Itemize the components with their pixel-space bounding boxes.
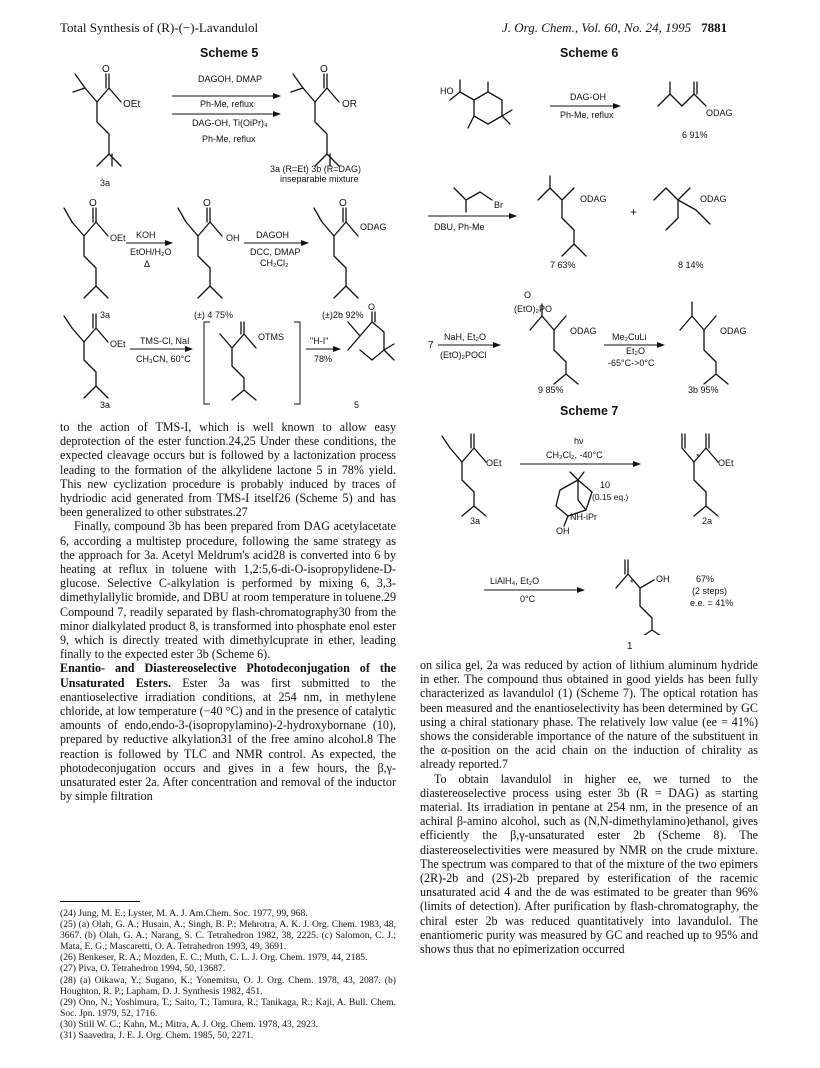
amine-label: NH-iPr: [570, 512, 597, 522]
substituent-odag: ODAG: [580, 194, 607, 204]
paragraph: To obtain lavandulol in higher ee, we turned to the diastereoselective process using ester 3b (R = DAG) as starting material. Its irradiation in pentane at 254 nm, in the presence of an achiral β-amino alcohol, such as (N,N-dimethylamino)ethanol, gives efficiently the β,γ-unsaturated ester 2b (Scheme 8). The diastereoselectivities were measured by NMR on the crude mixture. The spectrum was compared to that of the mixture of the two epimers (2R)-2b and (2S)-2b prepared by esterification of the racemic unsaturated acid 4 and the de was estimated to be greater than 96% (limits of detection). After purification by flash-chromatography, the chiral ester 2b was reduced quantitatively into lavandulol. The enantiomeric purity was measured by GC and reached up to 95% and shows thus that no epimerization occurred: [420, 771, 758, 957]
condition-label: Ph-Me, reflux: [202, 134, 256, 144]
compound-label: 6 91%: [682, 130, 708, 140]
compound-label: 2a: [702, 516, 713, 526]
condition-label: Ph-Me, reflux: [200, 99, 254, 109]
substituent-odag: ODAG: [706, 108, 733, 118]
reagent-label: DCC, DMAP: [250, 247, 301, 257]
mixture-note: inseparable mixture: [280, 174, 359, 184]
reagent-label: DAGOH, DMAP: [198, 74, 263, 84]
paragraph: Ester 3a was first submitted to the enantioselective irradiation conditions, at 254 nm, in methylene chloride, at low temperature (−40 °C) and in the presence of catalytic amounts of endo,endo-3-(isopropylamino)-2-hydroxybornane (10), prepared by reductive alkylation31 of the free amino alcohol.8 The reaction is followed by TLC and NMR control. As expected, the photodeconjugation occurs and gives in a few hours, the β,γ-unsaturated ester 2a. After concentration and removal of the inductor by simple filtration: [60, 675, 397, 804]
running-title: Total Synthesis of (R)-(−)-Lavandulol: [60, 20, 259, 35]
molecule-9: [530, 304, 578, 384]
lavandulol-1: [616, 560, 664, 635]
molecule-3a: [73, 64, 121, 166]
reagent-label: DAGOH: [256, 230, 290, 240]
solvent-label: CH₂Cl₂: [260, 258, 289, 268]
solvent-label: Et₂O: [626, 346, 645, 356]
reagent-label: DAG-OH, Ti(OiPr)₄: [192, 118, 268, 128]
compound-label: 3a: [100, 400, 111, 410]
substituent-otms: OTMS: [258, 332, 284, 342]
molecule-6: [658, 82, 706, 106]
stereocenter-mark: *: [696, 452, 700, 462]
substituent-or: OR: [342, 99, 357, 110]
reagent-label: KOH: [136, 230, 156, 240]
journal-name: J. Org. Chem., Vol. 60, No. 24, 1995: [502, 20, 692, 35]
scheme-7-title: Scheme 7: [560, 404, 619, 418]
reagent-label: DAG-OH: [570, 92, 606, 102]
plus-sign: +: [630, 205, 638, 219]
compound-label: (±)2b 92%: [322, 310, 364, 320]
molecule-3a-3b: [291, 64, 339, 166]
molecule-tms-intermediate: [220, 322, 256, 400]
catalyst-amount: (0.15 eq.): [592, 492, 629, 502]
right-column: [420, 658, 758, 956]
svg-text:O: O: [102, 64, 110, 75]
hydroxyl-label: HO: [440, 86, 454, 96]
enantiomeric-excess: e.e. = 41%: [690, 598, 734, 608]
references: [60, 908, 396, 1041]
intermediate-bracket: [204, 322, 300, 404]
molecule-2a: [682, 434, 718, 516]
substituent-oh: OH: [226, 233, 240, 243]
compound-label: 3a: [100, 310, 111, 320]
reagent-label: Me₂CuLi: [612, 332, 647, 342]
light-label: hν: [574, 436, 584, 446]
reagent-label: TMS-Cl, NaI: [140, 336, 190, 346]
left-column: [60, 420, 396, 803]
reference-item: (25) (a) Olah, G. A.; Husain, A.; Singh, B. P.; Mehrotra, A. K. J. Org. Chem. 1983, 48, 3667. (b) Olah, G. A.; Narang, S. C. Tetrahedron 1982, 38, 2225. (c) Salomon, C. J.; Mata, E. G.; Mascaretti, O. A. Tetrahedron 1993, 49, 3691.: [60, 919, 396, 953]
substituent-odag: ODAG: [360, 222, 387, 232]
reference-item: (29) Ono, N.; Yoshimura, T.; Saito, T.; Tamura, R.; Tanikaga, R.; Kaji, A. Bull. Chem. Soc. Jpn. 1979, 52, 1716.: [60, 996, 396, 1019]
reagent-label: LiAlH₄, Et₂O: [490, 576, 540, 586]
reference-item: (31) Saavedra, J. E. J. Org. Chem. 1985, 50, 2271.: [60, 1030, 254, 1042]
stereocenter-mark: *: [630, 578, 634, 588]
paragraph: Finally, compound 3b has been prepared from DAG acetylacetate 6, according a multistep procedure, following the same strategy as the approach for 3a. Acetyl Meldrum's acid28 is converted into 6 by heating at reflux in toluene with 1,2:5,6-di-O-isopropylidene-D-glucose. Selective C-alkylation is performed by mixing 6, 3,3-dimethylallylic bromide, and DBU at room temperature in toluene.29 Compound 7, readily separated by flash-chromatography30 from the minor dialkylated product 8, is transformed into phosphate enol ester 9, which is directly treated with dimethylcuprate in ether, leading finally to the expected ester 3b (Scheme 6).: [60, 519, 396, 662]
journal-citation: [502, 20, 727, 36]
reference-item: (24) Jung, M. E.; Lyster, M. A. J. Am.Chem. Soc. 1977, 99, 968.: [60, 908, 308, 919]
molecule-4: [178, 198, 222, 298]
molecule-3a-row2: [64, 198, 108, 298]
scheme-6-title: Scheme 6: [560, 46, 619, 60]
scheme-5: [60, 60, 405, 410]
scheme-7: [420, 420, 765, 635]
hydroxyl-label: OH: [556, 526, 570, 536]
substituent-odag: ODAG: [720, 326, 747, 336]
svg-text:O: O: [339, 198, 347, 209]
yield-note: (2 steps): [692, 586, 728, 596]
yield-label: 78%: [314, 354, 333, 364]
footnote-rule: [60, 901, 140, 902]
molecule-3a-row3: [64, 314, 108, 398]
yield-label: 67%: [696, 574, 715, 584]
molecule-3b: [680, 302, 728, 384]
phosphate-oxygen: O: [524, 290, 532, 300]
reference-item: (28) (a) Oikawa, Y.; Sugano, K.; Yonemitsu, O. J. Org. Chem. 1978, 43, 2087. (b) Houghton, R. P.; Lapham, D. J. Synthesis 1982, 451.: [60, 974, 396, 997]
prenyl-bromide: [454, 188, 492, 212]
scheme-6: [420, 60, 765, 395]
page-number: 7881: [701, 20, 728, 35]
substituent-oet: OEt: [718, 458, 734, 468]
scheme-5-title: Scheme 5: [200, 46, 259, 60]
molecule-3a-scheme7: [442, 434, 486, 516]
reference-item: (30) Still W. C.; Kahn, M.; Mitra, A. J. Org. Chem. 1978, 43, 2923.: [60, 1018, 319, 1030]
compound-label: 3a: [100, 178, 111, 188]
svg-text:O: O: [203, 198, 211, 209]
substituent-oet: OEt: [486, 458, 502, 468]
compound-label: 7 63%: [550, 260, 576, 270]
condition-label: DBU, Ph-Me: [434, 222, 485, 232]
reference-item: (27) Piva, O. Tetrahedron 1994, 50, 13687.: [60, 963, 226, 975]
compound-label: 9 85%: [538, 385, 564, 395]
reagent-label: "H-I": [310, 336, 329, 346]
substituent-odag: ODAG: [570, 326, 597, 336]
condition-label: Δ: [144, 259, 151, 269]
svg-text:O: O: [320, 64, 328, 75]
compound-label: 5: [354, 400, 360, 410]
svg-text:O: O: [89, 198, 97, 209]
condition-label: EtOH/H₂O: [130, 247, 172, 257]
condition-label: CH₃CN, 60°C: [136, 354, 191, 364]
substituent-oet: OEt: [110, 233, 126, 243]
compound-label: 3b 95%: [688, 385, 719, 395]
substituent-odag: ODAG: [700, 194, 727, 204]
meldrums-acid: [440, 80, 512, 128]
section-heading: Enantio- and Diastereoselective Photodeconjugation of the Unsaturated Esters.: [60, 661, 396, 690]
paragraph: on silica gel, 2a was reduced by action of lithium aluminum hydride in ether. The compound thus obtained in good yields has been fully characterized as lavandulol (1) (Scheme 7). The optical rotation has been measured and the enantioselectivity has been determined by GC using a chiral stationary phase. The relatively low value (ee = 41%) shows the considerable importance of the nature of the substituent in the α-position on the acid chain on the induction of chirality as already reported.7: [420, 658, 758, 772]
condition-label: CH₂Cl₂, -40°C: [546, 450, 603, 460]
molecule-2b: [314, 198, 358, 298]
compound-label: 3a (R=Et) 3b (R=DAG): [270, 164, 362, 174]
compound-label: 3a: [470, 516, 481, 526]
catalyst-number: 10: [600, 480, 611, 490]
condition-label: 0°C: [520, 594, 536, 604]
reagent-label: (EtO)₂POCl: [440, 350, 487, 360]
compound-label: 8 14%: [678, 260, 704, 270]
reference-item: (26) Benkeser, R. A.; Mozden, E. C.; Muth, C. L. J. Org. Chem. 1979, 44, 2185.: [60, 952, 368, 964]
condition-label: Ph-Me, reflux: [560, 110, 614, 120]
svg-text:O: O: [368, 302, 376, 312]
paragraph: to the action of TMS-I, which is well known to allow easy deprotection of the ester function.24,25 Under these conditions, the expected cleavage occurs but is followed by a lactonization process leading to the formation of the alkylidene lactone 5 in 78% yield. This new cyclization procedure is probably induced by traces of hydriodic acid generated from TMS-I itself26 (Scheme 5) and has been generalized to other substrates.27: [60, 420, 396, 520]
compound-label: (±) 4 75%: [194, 310, 233, 320]
hydroxyl-label: OH: [656, 574, 670, 584]
molecule-7: [538, 176, 586, 256]
compound-label: 1: [627, 641, 633, 652]
bromide-label: Br: [494, 200, 503, 210]
phosphate-label: (EtO)₂PO: [514, 304, 552, 314]
condition-label: -65°C->0°C: [608, 358, 655, 368]
substituent-oet: OEt: [110, 339, 126, 349]
compound-label: 7: [428, 340, 434, 351]
reagent-label: NaH, Et₂O: [444, 332, 487, 342]
substituent-oet: OEt: [123, 99, 141, 110]
